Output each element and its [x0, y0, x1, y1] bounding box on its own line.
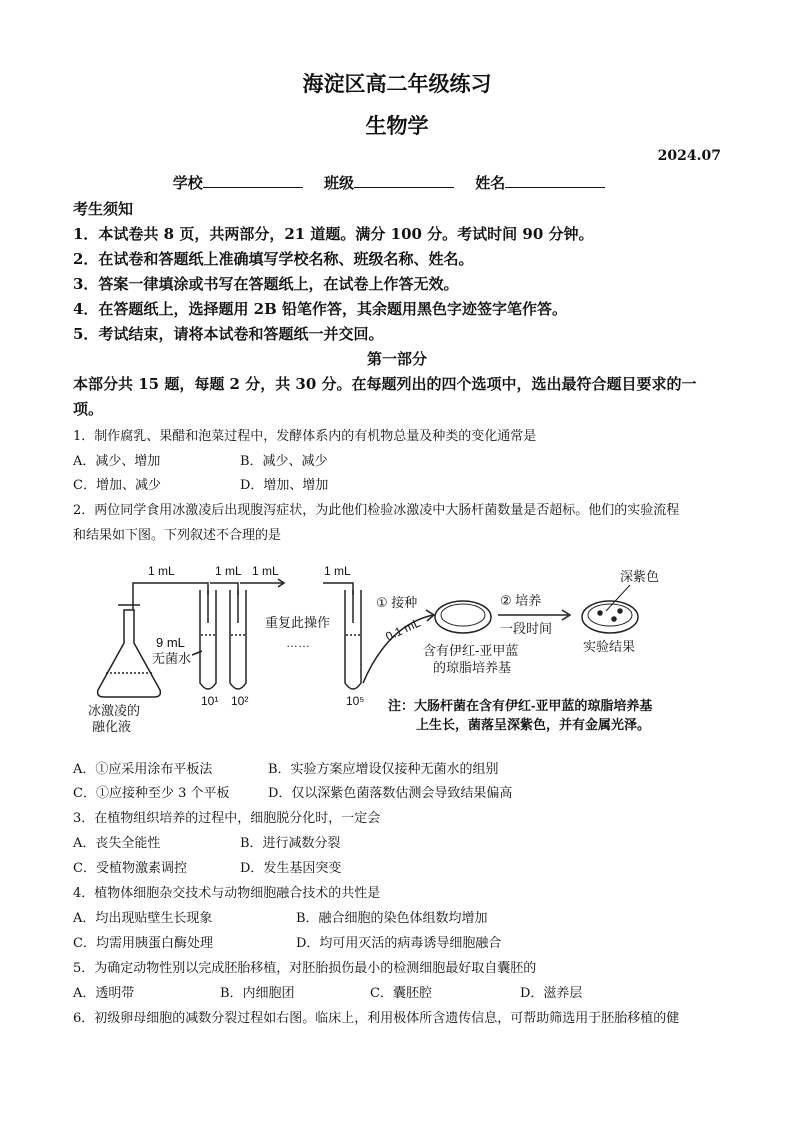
exam-date: 2024.07: [657, 148, 721, 164]
water-label: 无菌水: [152, 651, 192, 666]
test-tube-icon: [200, 590, 216, 689]
transfer-line: [133, 583, 208, 610]
subject-title: 生物学: [365, 113, 429, 138]
dilution-label: 10⁵: [346, 694, 365, 708]
medium-label: 的琼脂培养基: [433, 660, 512, 675]
experiment-flow-diagram: [88, 555, 738, 747]
q3-option-b: B．进行减数分裂: [240, 836, 341, 851]
q2-stem-cont: 和结果如下图。下列叙述不合理的是: [73, 528, 282, 543]
q6-stem: 6．初级卵母细胞的减数分裂过程如右图。临床上，利用极体所含遗传信息，可帮助筛选用于胚胎移植的健: [73, 1011, 680, 1026]
result-label: 实验结果: [583, 639, 636, 654]
step-label: ② 培养: [500, 593, 542, 608]
figure-note: 上生长，菌落呈深紫色，并有金属光泽。: [416, 717, 651, 732]
flask-label: 冰激凌的: [88, 703, 141, 718]
name-blank: [505, 173, 605, 188]
petri-dish-icon: [582, 601, 638, 633]
volume-label: 1 mL: [148, 564, 175, 578]
q5-stem: 5．为确定动物性别以完成胚胎移植，对胚胎损伤最小的检测细胞最好取自囊胚的: [73, 961, 537, 976]
petri-dish-icon: [435, 601, 491, 633]
class-label: 班级: [323, 174, 354, 192]
q3-option-a: A．丧失全能性: [73, 836, 161, 851]
test-tube-icon: [345, 590, 361, 689]
q4-option-a: A．均出现贴壁生长现象: [73, 911, 213, 926]
volume-label: 1 mL: [215, 564, 242, 578]
q2-option-d: D．仅以深紫色菌落数估测会导致结果偏高: [268, 786, 513, 801]
time-label: 一段时间: [500, 621, 553, 636]
dilution-label: 10¹: [201, 694, 219, 708]
q2-stem: 2．两位同学食用冰激凌后出现腹泻症状，为此他们检验冰激凌中大肠杆菌数量是否超标。他们的实验流程: [73, 503, 680, 518]
notice-item: 3．答案一律填涂或书写在答题纸上，在试卷上作答无效。: [73, 275, 459, 293]
school-blank: [203, 173, 303, 188]
flask-label: 融化液: [92, 719, 132, 734]
ellipsis: ……: [286, 636, 310, 650]
q3-stem: 3．在植物组织培养的过程中，细胞脱分化时，一定会: [73, 811, 381, 826]
transfer-line: [210, 583, 238, 595]
volume-label: 1 mL: [324, 564, 351, 578]
part-heading: 第一部分: [366, 350, 427, 368]
class-blank: [354, 173, 454, 188]
water-volume: 9 mL: [156, 635, 185, 650]
q4-option-c: C．均需用胰蛋白酶处理: [73, 936, 213, 951]
dose-label: 0.1 mL: [383, 615, 423, 644]
color-label: 深紫色: [620, 569, 660, 584]
notice-item: 1．本试卷共 8 页，共两部分，21 道题。满分 100 分。考试时间 90 分钟。: [73, 225, 594, 243]
notice-item: 4．在答题纸上，选择题用 2B 铅笔作答，其余题用黑色字迹签字笔作答。: [73, 300, 567, 318]
flask-icon: [98, 605, 161, 697]
q3-option-c: C．受植物激素调控: [73, 861, 187, 876]
q4-stem: 4．植物体细胞杂交技术与动物细胞融合技术的共性是: [73, 886, 381, 901]
figure-note: 注：大肠杆菌在含有伊红-亚甲蓝的琼脂培养基: [388, 698, 653, 713]
q2-option-a: A．①应采用涂布平板法: [73, 762, 213, 777]
student-info-fields: [0, 172, 794, 193]
q5-option-a: A．透明带: [73, 986, 135, 1001]
notice-heading: 考生须知: [73, 200, 134, 218]
test-tube-icon: [230, 590, 246, 689]
q5-option-c: C．囊胚腔: [370, 986, 432, 1001]
repeat-label: 重复此操作: [265, 615, 331, 630]
q1-option-a: A．减少、增加: [73, 454, 161, 469]
q1-stem: 1．制作腐乳、果醋和泡菜过程中，发酵体系内的有机物总量及种类的变化通常是: [73, 429, 537, 444]
q2-option-c: C．①应接种至少 3 个平板: [73, 786, 230, 801]
q3-option-d: D．发生基因突变: [240, 861, 342, 876]
step-label: ① 接种: [376, 595, 418, 610]
q1-option-d: D．增加、增加: [240, 478, 329, 493]
q1-option-b: B．减少、减少: [240, 454, 328, 469]
notice-item: 5．考试结束，请将本试卷和答题纸一并交回。: [73, 325, 384, 343]
notice-item: 2．在试卷和答题纸上准确填写学校名称、班级名称、姓名。: [73, 250, 474, 268]
q5-option-b: B．内细胞团: [220, 986, 295, 1001]
transfer-line: [323, 583, 353, 595]
q5-option-d: D．滋养层: [520, 986, 583, 1001]
part-intro-cont: 项。: [73, 400, 104, 418]
part-intro: 本部分共 15 题，每题 2 分，共 30 分。在每题列出的四个选项中，选出最符合题目要求的一: [73, 375, 697, 393]
medium-label: 含有伊红-亚甲蓝: [423, 643, 519, 658]
q1-option-c: C．增加、减少: [73, 478, 161, 493]
name-label: 姓名: [475, 174, 506, 192]
dilution-label: 10²: [231, 694, 249, 708]
volume-label: 1 mL: [252, 564, 279, 578]
q2-option-b: B．实验方案应增设仅接种无菌水的组别: [268, 762, 499, 777]
school-label: 学校: [172, 174, 203, 192]
q4-option-b: B．融合细胞的染色体组数均增加: [296, 911, 488, 926]
page-title: 海淀区高二年级练习: [302, 71, 492, 96]
q4-option-d: D．均可用灭活的病毒诱导细胞融合: [296, 936, 502, 951]
